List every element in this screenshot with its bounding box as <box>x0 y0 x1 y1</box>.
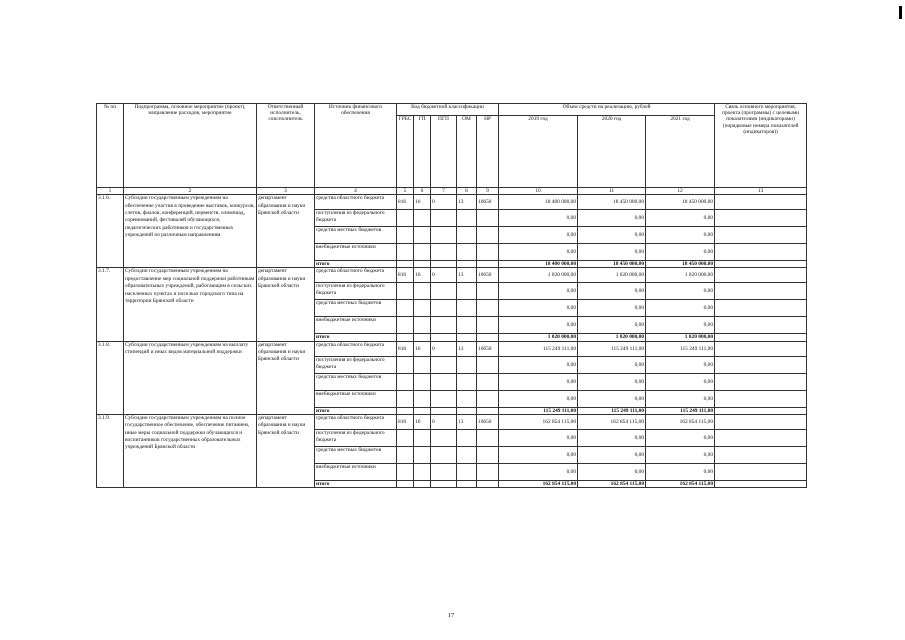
amount-v2021: 0,00 <box>646 356 715 373</box>
amount-v2020: 0,00 <box>578 373 646 390</box>
amount-v2019: 0,00 <box>499 227 578 244</box>
column-number: 10 <box>499 188 578 195</box>
amount-v2019: 162 854 115,00 <box>499 414 578 429</box>
code-cell <box>414 261 431 268</box>
code-cell <box>477 300 499 317</box>
code-cell <box>431 463 457 480</box>
source-cell: средства местных бюджетов <box>315 227 397 244</box>
code-cell <box>397 244 414 261</box>
column-number: 9 <box>477 188 499 195</box>
amount-v2019: 115 249 111,00 <box>499 341 578 356</box>
code-cell: 16 <box>414 341 431 356</box>
item-name: Субсидии государственным учреждениям на обеспечение участия в проведение выставок, конкурсов, слетов, фиалов, конференций, первенств, олимпиад, соревнований, фестивалей обучающихся, педагогических работников и государственных учреждений по различным направлениям <box>124 195 257 268</box>
code-cell: 16 <box>414 268 431 283</box>
source-cell: средства областного бюджета <box>315 268 397 283</box>
column-number: 12 <box>646 188 715 195</box>
code-cell: 816 <box>397 268 414 283</box>
code-cell <box>397 480 414 487</box>
code-cell <box>457 463 477 480</box>
source-cell: поступления из федерального бюджета <box>315 210 397 227</box>
table-row <box>97 341 807 356</box>
code-cell <box>397 261 414 268</box>
indicator-link-cell <box>715 227 807 244</box>
source-cell: средства местных бюджетов <box>315 300 397 317</box>
code-cell <box>477 429 499 446</box>
code-cell: 0 <box>431 195 457 210</box>
code-cell <box>477 283 499 300</box>
code-cell <box>414 407 431 414</box>
code-cell: 0 <box>431 341 457 356</box>
header-code-gp: ГП <box>414 116 431 188</box>
amount-v2020: 0,00 <box>578 300 646 317</box>
code-cell <box>397 356 414 373</box>
code-cell <box>431 446 457 463</box>
item-name: Субсидии государственным учреждениям на выплату стипендий и иных видов материальной поддержки <box>124 341 257 414</box>
code-cell <box>477 407 499 414</box>
amount-v2019: 0,00 <box>499 300 578 317</box>
indicator-link-cell <box>715 463 807 480</box>
amount-v2021: 0,00 <box>646 463 715 480</box>
source-cell: итого <box>315 334 397 341</box>
amount-v2021: 18 450 000,00 <box>646 261 715 268</box>
code-cell <box>431 390 457 407</box>
header-no: № пп <box>97 104 124 188</box>
code-cell <box>397 210 414 227</box>
code-cell: 13 <box>457 268 477 283</box>
indicator-link-cell <box>715 446 807 463</box>
amount-v2019: 0,00 <box>499 356 578 373</box>
item-number: 3.1.8. <box>97 341 124 414</box>
header-code-group: Код бюджетной классификации <box>397 104 499 116</box>
code-cell <box>477 244 499 261</box>
code-cell: 16 <box>414 195 431 210</box>
amount-v2021: 115 249 111,00 <box>646 341 715 356</box>
indicator-link-cell <box>715 210 807 227</box>
source-cell: итого <box>315 261 397 268</box>
code-cell <box>457 446 477 463</box>
amount-v2020: 1 020 000,00 <box>578 268 646 283</box>
code-cell <box>397 390 414 407</box>
code-cell <box>457 390 477 407</box>
page-edge-mark <box>899 6 902 19</box>
code-cell <box>414 300 431 317</box>
amount-v2021: 0,00 <box>646 429 715 446</box>
item-number: 3.1.7. <box>97 268 124 341</box>
amount-v2019: 0,00 <box>499 463 578 480</box>
amount-v2020: 0,00 <box>578 244 646 261</box>
amount-v2020: 162 854 115,00 <box>578 480 646 487</box>
amount-v2020: 0,00 <box>578 210 646 227</box>
amount-v2020: 0,00 <box>578 390 646 407</box>
amount-v2021: 0,00 <box>646 300 715 317</box>
source-cell: внебюджетные источники <box>315 463 397 480</box>
code-cell <box>477 334 499 341</box>
code-cell <box>457 210 477 227</box>
code-cell: 816 <box>397 195 414 210</box>
amount-v2020: 0,00 <box>578 463 646 480</box>
code-cell <box>457 283 477 300</box>
header-code-pgp: ПГП <box>431 116 457 188</box>
code-cell <box>477 390 499 407</box>
amount-v2021: 162 854 115,00 <box>646 414 715 429</box>
amount-v2020: 0,00 <box>578 446 646 463</box>
code-cell <box>477 480 499 487</box>
code-cell <box>457 227 477 244</box>
page-number: 17 <box>447 612 455 619</box>
amount-v2021: 1 020 000,00 <box>646 334 715 341</box>
column-number: 8 <box>457 188 477 195</box>
code-cell <box>414 283 431 300</box>
code-cell: 13 <box>457 414 477 429</box>
code-cell <box>457 300 477 317</box>
indicator-link-cell <box>715 414 807 429</box>
indicator-link-cell <box>715 300 807 317</box>
indicator-link-cell <box>715 407 807 414</box>
header-year-2021: 2021 год <box>646 116 715 188</box>
amount-v2020: 115 249 111,00 <box>578 341 646 356</box>
column-number-row <box>97 188 807 195</box>
amount-v2020: 18 450 000,00 <box>578 261 646 268</box>
source-cell: средства местных бюджетов <box>315 446 397 463</box>
code-cell <box>431 261 457 268</box>
code-cell <box>397 300 414 317</box>
indicator-link-cell <box>715 356 807 373</box>
source-cell: поступления из федерального бюджета <box>315 356 397 373</box>
item-number: 3.1.6. <box>97 195 124 268</box>
code-cell <box>397 446 414 463</box>
code-cell <box>431 373 457 390</box>
amount-v2019: 0,00 <box>499 244 578 261</box>
code-cell <box>431 334 457 341</box>
code-cell <box>457 244 477 261</box>
indicator-link-cell <box>715 373 807 390</box>
indicator-link-cell <box>715 261 807 268</box>
source-cell: средства областного бюджета <box>315 195 397 210</box>
code-cell <box>397 463 414 480</box>
amount-v2021: 0,00 <box>646 227 715 244</box>
code-cell <box>457 317 477 334</box>
code-cell <box>477 463 499 480</box>
indicator-link-cell <box>715 283 807 300</box>
item-number: 3.1.9. <box>97 414 124 487</box>
code-cell: 816 <box>397 341 414 356</box>
source-cell: итого <box>315 480 397 487</box>
amount-v2020: 0,00 <box>578 429 646 446</box>
code-cell <box>397 317 414 334</box>
amount-v2021: 0,00 <box>646 390 715 407</box>
code-cell <box>457 356 477 373</box>
code-cell <box>414 463 431 480</box>
indicator-link-cell <box>715 390 807 407</box>
code-cell <box>414 317 431 334</box>
amount-v2021: 0,00 <box>646 210 715 227</box>
table-row <box>97 268 807 283</box>
code-cell: 10650 <box>477 268 499 283</box>
header-name: Подпрограмма, основное мероприятие (проект), направление расходов, мероприятие <box>124 104 257 188</box>
item-name: Субсидии государственным учреждениям на предоставление мер социальной поддержки работникам образовательных учреждений, работающим в сельских населенных пунктах и поселках городского типа на территории Брянской области <box>124 268 257 341</box>
code-cell <box>414 210 431 227</box>
amount-v2019: 0,00 <box>499 317 578 334</box>
amount-v2019: 18 400 000,00 <box>499 195 578 210</box>
header-year-2019: 2019 год <box>499 116 578 188</box>
code-cell <box>477 356 499 373</box>
code-cell <box>414 446 431 463</box>
code-cell: 0 <box>431 268 457 283</box>
amount-v2021: 0,00 <box>646 317 715 334</box>
source-cell: внебюджетные источники <box>315 317 397 334</box>
header-executor: Ответственный исполнитель, соисполнитель <box>257 104 315 188</box>
code-cell <box>414 373 431 390</box>
amount-v2019: 18 400 000,00 <box>499 261 578 268</box>
amount-v2019: 0,00 <box>499 429 578 446</box>
code-cell: 10650 <box>477 414 499 429</box>
amount-v2020: 18 450 000,00 <box>578 195 646 210</box>
code-cell <box>414 429 431 446</box>
code-cell <box>397 283 414 300</box>
amount-v2021: 1 020 000,00 <box>646 268 715 283</box>
amount-v2021: 0,00 <box>646 373 715 390</box>
amount-v2019: 0,00 <box>499 446 578 463</box>
amount-v2021: 0,00 <box>646 446 715 463</box>
code-cell <box>431 317 457 334</box>
indicator-link-cell <box>715 480 807 487</box>
code-cell: 16 <box>414 414 431 429</box>
source-cell: итого <box>315 407 397 414</box>
amount-v2021: 18 450 000,00 <box>646 195 715 210</box>
column-number: 1 <box>97 188 124 195</box>
header-amount-group: Объем средств на реализацию, рублей <box>499 104 715 116</box>
amount-v2019: 0,00 <box>499 373 578 390</box>
code-cell <box>414 227 431 244</box>
indicator-link-cell <box>715 244 807 261</box>
column-number: 7 <box>431 188 457 195</box>
column-number: 4 <box>315 188 397 195</box>
code-cell <box>414 356 431 373</box>
code-cell <box>431 227 457 244</box>
code-cell <box>431 244 457 261</box>
code-cell <box>477 317 499 334</box>
amount-v2019: 0,00 <box>499 283 578 300</box>
amount-v2020: 1 020 000,00 <box>578 334 646 341</box>
code-cell <box>477 210 499 227</box>
code-cell <box>477 261 499 268</box>
item-executor: департамент образования и науки Брянской области <box>257 268 315 341</box>
amount-v2021: 162 854 115,00 <box>646 480 715 487</box>
amount-v2020: 0,00 <box>578 356 646 373</box>
code-cell <box>477 446 499 463</box>
amount-v2019: 0,00 <box>499 390 578 407</box>
code-cell <box>431 283 457 300</box>
amount-v2021: 0,00 <box>646 244 715 261</box>
code-cell <box>397 407 414 414</box>
source-cell: внебюджетные источники <box>315 390 397 407</box>
indicator-link-cell <box>715 195 807 210</box>
amount-v2021: 115 249 111,00 <box>646 407 715 414</box>
source-cell: поступления из федерального бюджета <box>315 283 397 300</box>
header-code-om: ОМ <box>457 116 477 188</box>
code-cell <box>431 300 457 317</box>
column-number: 6 <box>414 188 431 195</box>
column-number: 5 <box>397 188 414 195</box>
code-cell: 816 <box>397 414 414 429</box>
table-body <box>97 195 807 488</box>
amount-v2019: 1 020 000,00 <box>499 268 578 283</box>
header-year-2020: 2020 год <box>578 116 646 188</box>
amount-v2021: 0,00 <box>646 283 715 300</box>
table-row <box>97 195 807 210</box>
code-cell: 0 <box>431 414 457 429</box>
table-row <box>97 414 807 429</box>
header-source: Источник финансового обеспечения <box>315 104 397 188</box>
source-cell: поступления из федерального бюджета <box>315 429 397 446</box>
header-code-grbs: ГРБС <box>397 116 414 188</box>
code-cell <box>397 429 414 446</box>
indicator-link-cell <box>715 341 807 356</box>
source-cell: средства местных бюджетов <box>315 373 397 390</box>
code-cell <box>431 480 457 487</box>
code-cell <box>414 480 431 487</box>
column-number: 13 <box>715 188 807 195</box>
code-cell <box>414 244 431 261</box>
amount-v2019: 162 854 115,00 <box>499 480 578 487</box>
source-cell: средства областного бюджета <box>315 414 397 429</box>
amount-v2020: 0,00 <box>578 283 646 300</box>
column-number: 2 <box>124 188 257 195</box>
code-cell <box>431 407 457 414</box>
budget-table <box>96 103 807 488</box>
code-cell <box>477 373 499 390</box>
code-cell <box>414 390 431 407</box>
code-cell <box>457 429 477 446</box>
indicator-link-cell <box>715 334 807 341</box>
code-cell <box>397 373 414 390</box>
item-executor: департамент образования и науки Брянской области <box>257 195 315 268</box>
header-link: Связь основного мероприятия, проекта (программы) с целевыми показателями (индикаторами) (порядковые номера показателей (индикаторов)) <box>715 104 807 188</box>
item-executor: департамент образования и науки Брянской области <box>257 414 315 487</box>
code-cell: 13 <box>457 341 477 356</box>
code-cell <box>431 356 457 373</box>
code-cell: 13 <box>457 195 477 210</box>
column-number: 3 <box>257 188 315 195</box>
source-cell: средства областного бюджета <box>315 341 397 356</box>
amount-v2020: 162 854 115,00 <box>578 414 646 429</box>
code-cell <box>431 429 457 446</box>
indicator-link-cell <box>715 268 807 283</box>
indicator-link-cell <box>715 429 807 446</box>
code-cell <box>397 334 414 341</box>
code-cell: 10650 <box>477 341 499 356</box>
item-name: Субсидии государственным учреждениям на полное государственное обеспечение, обеспечение питанием, иные меры социальной поддержки обучающихся и воспитанников государственных образовательных учреждений Брянской области <box>124 414 257 487</box>
code-cell <box>457 334 477 341</box>
code-cell <box>477 227 499 244</box>
code-cell <box>457 261 477 268</box>
amount-v2019: 115 249 111,00 <box>499 407 578 414</box>
code-cell <box>457 407 477 414</box>
amount-v2020: 0,00 <box>578 227 646 244</box>
amount-v2020: 0,00 <box>578 317 646 334</box>
indicator-link-cell <box>715 317 807 334</box>
amount-v2019: 1 020 000,00 <box>499 334 578 341</box>
header-code-nr: НР <box>477 116 499 188</box>
code-cell <box>431 210 457 227</box>
code-cell <box>457 373 477 390</box>
item-executor: департамент образования и науки Брянской области <box>257 341 315 414</box>
amount-v2019: 0,00 <box>499 210 578 227</box>
code-cell <box>397 227 414 244</box>
source-cell: внебюджетные источники <box>315 244 397 261</box>
amount-v2020: 115 249 111,00 <box>578 407 646 414</box>
code-cell <box>414 334 431 341</box>
code-cell: 10650 <box>477 195 499 210</box>
code-cell <box>457 480 477 487</box>
column-number: 11 <box>578 188 646 195</box>
